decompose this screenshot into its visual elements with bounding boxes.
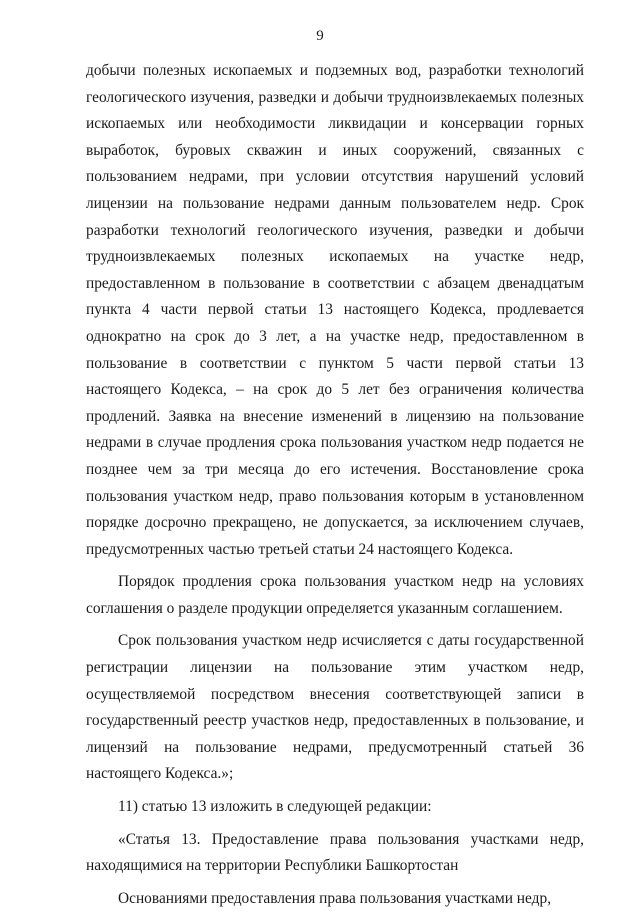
document-body: [86, 58, 584, 912]
paragraph-grounds: Основаниями предоставления права пользования участками недр,: [118, 889, 552, 907]
paragraph-extension-order: Порядок продления срока пользования участком недр на условиях соглашения о разделе продукции определяется указанным соглашением.: [86, 573, 584, 617]
paragraph-term-calculation: Срок пользования участком недр исчисляется с даты государственной регистрации лицензии на пользование этим участком недр, осуществляемой посредством внесения соответствующей записи в государственный реестр участков недр, предоставленных в пользование, и лицензий на пользование недрами, предусмотренный статьей 36 настоящего Кодекса.»;: [86, 632, 584, 783]
paragraph-continuation: добычи полезных ископаемых и подземных вод, разработки технологий геологического изучения, разведки и добычи трудноизвлекаемых полезных ископаемых или необходимости ликвидации и консервации горных выработок, буровых скважин и иных сооружений, связанных с пользованием недрами, при условии отсутствия нарушений условий лицензии на пользование недрами данным пользователем недр. Срок разработки технологий геологического изучения, разведки и добычи трудноизвлекаемых полезных ископаемых на участке недр, предоставленном в пользование в соответствии с абзацем двенадцатым пункта 4 части первой статьи 13 настоящего Кодекса, продлевается однократно на срок до 3 лет, а на участке недр, предоставленном в пользование в соответствии с пунктом 5 части первой статьи 13 настоящего Кодекса, – на срок до 5 лет без ограничения количества продлений. Заявка на внесение изменений в лицензию на пользование недрами в случае продления срока пользования участком недр подается не позднее чем за три месяца до его истечения. Восстановление срока пользования участком недр, право пользования которым в установленном порядке досрочно прекращено, не допускается, за исключением случаев, предусмотренных частью третьей статьи 24 настоящего Кодекса.: [86, 62, 584, 558]
page-number: 9: [316, 28, 324, 44]
paragraph-amendment-item: 11) статью 13 изложить в следующей редакции:: [118, 798, 432, 816]
article-heading: «Статья 13. Предоставление права пользования участками недр, находящимися на территории Республики Башкортостан: [86, 830, 584, 875]
